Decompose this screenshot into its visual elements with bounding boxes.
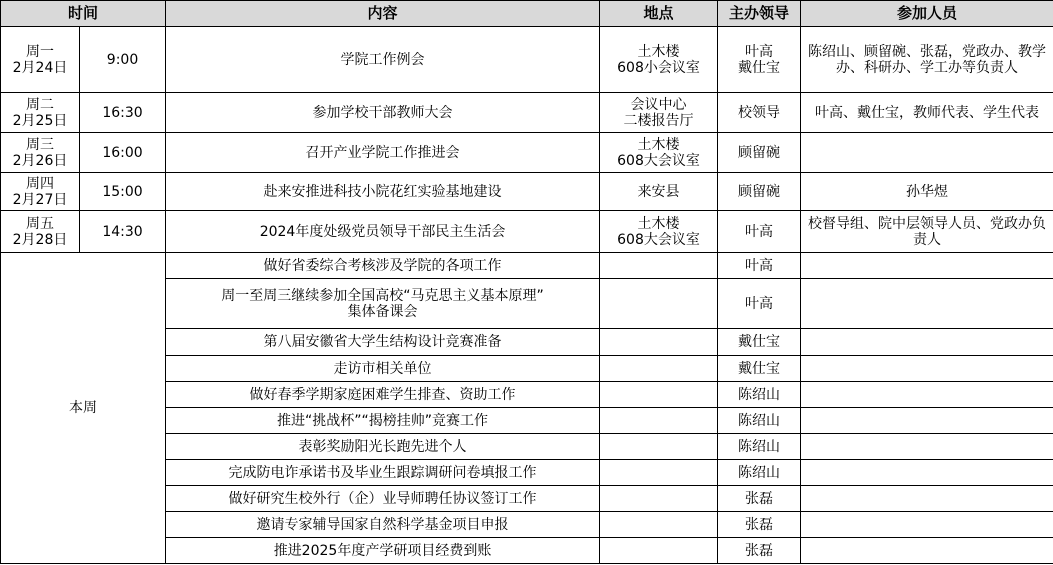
table-row xyxy=(1,211,1053,253)
content-cell: 学院工作例会 xyxy=(166,27,600,93)
location-cell: 来安县 xyxy=(600,173,718,211)
content-cell: 周一至周三继续参加全国高校“马克思主义基本原理” 集体备课会 xyxy=(166,279,600,329)
participants-cell: 陈绍山、顾留碗、张磊，党政办、教学办、科研办、学工办等负责人 xyxy=(801,27,1053,93)
header-location: 地点 xyxy=(600,1,718,27)
header-leader: 主办领导 xyxy=(718,1,801,27)
location-cell xyxy=(600,329,718,356)
time-cell: 9:00 xyxy=(80,27,166,93)
content-cell: 推进2025年度产学研项目经费到账 xyxy=(166,538,600,564)
content-cell: 做好研究生校外行（企）业导师聘任协议签订工作 xyxy=(166,486,600,512)
location-cell xyxy=(600,434,718,460)
content-cell: 召开产业学院工作推进会 xyxy=(166,133,600,173)
leader-cell: 张磊 xyxy=(718,512,801,538)
table-row xyxy=(1,253,1053,279)
day-cell: 周三 2月26日 xyxy=(1,133,80,173)
content-cell: 参加学校干部教师大会 xyxy=(166,93,600,133)
participants-cell xyxy=(801,486,1053,512)
table-row xyxy=(1,133,1053,173)
content-cell: 推进“挑战杯”“揭榜挂帅”竞赛工作 xyxy=(166,408,600,434)
leader-cell: 顾留碗 xyxy=(718,133,801,173)
content-cell: 完成防电诈承诺书及毕业生跟踪调研问卷填报工作 xyxy=(166,460,600,486)
leader-cell: 陈绍山 xyxy=(718,460,801,486)
location-cell: 土木楼 608小会议室 xyxy=(600,27,718,93)
day-cell: 周五 2月28日 xyxy=(1,211,80,253)
location-cell: 土木楼 608大会议室 xyxy=(600,133,718,173)
header-participants: 参加人员 xyxy=(801,1,1053,27)
leader-cell: 顾留碗 xyxy=(718,173,801,211)
participants-cell: 叶高、戴仕宝，教师代表、学生代表 xyxy=(801,93,1053,133)
table-row xyxy=(1,173,1053,211)
location-cell xyxy=(600,408,718,434)
location-cell xyxy=(600,460,718,486)
time-cell: 15:00 xyxy=(80,173,166,211)
participants-cell xyxy=(801,279,1053,329)
participants-cell: 孙华煜 xyxy=(801,173,1053,211)
participants-cell xyxy=(801,382,1053,408)
header-time: 时间 xyxy=(1,1,166,27)
table-row xyxy=(1,27,1053,93)
location-cell xyxy=(600,486,718,512)
leader-cell: 叶高 xyxy=(718,253,801,279)
table-row xyxy=(1,93,1053,133)
location-cell xyxy=(600,538,718,564)
participants-cell xyxy=(801,408,1053,434)
participants-cell xyxy=(801,329,1053,356)
leader-cell: 校领导 xyxy=(718,93,801,133)
content-cell: 做好春季学期家庭困难学生排查、资助工作 xyxy=(166,382,600,408)
content-cell: 第八届安徽省大学生结构设计竞赛准备 xyxy=(166,329,600,356)
location-cell xyxy=(600,356,718,382)
content-cell: 表彰奖励阳光长跑先进个人 xyxy=(166,434,600,460)
participants-cell xyxy=(801,460,1053,486)
leader-cell: 叶高 xyxy=(718,279,801,329)
participants-cell xyxy=(801,538,1053,564)
location-cell xyxy=(600,253,718,279)
content-cell: 走访市相关单位 xyxy=(166,356,600,382)
participants-cell xyxy=(801,133,1053,173)
day-cell: 周二 2月25日 xyxy=(1,93,80,133)
participants-cell xyxy=(801,512,1053,538)
leader-cell: 陈绍山 xyxy=(718,434,801,460)
location-cell xyxy=(600,512,718,538)
header-row xyxy=(1,1,1053,27)
leader-cell: 戴仕宝 xyxy=(718,356,801,382)
leader-cell: 戴仕宝 xyxy=(718,329,801,356)
time-cell: 16:30 xyxy=(80,93,166,133)
participants-cell: 校督导组、院中层领导人员、党政办负责人 xyxy=(801,211,1053,253)
participants-cell xyxy=(801,434,1053,460)
leader-cell: 叶高 xyxy=(718,211,801,253)
participants-cell xyxy=(801,356,1053,382)
time-cell: 16:00 xyxy=(80,133,166,173)
location-cell xyxy=(600,382,718,408)
participants-cell xyxy=(801,253,1053,279)
week-label-cell: 本周 xyxy=(1,253,166,564)
header-content: 内容 xyxy=(166,1,600,27)
leader-cell: 叶高 戴仕宝 xyxy=(718,27,801,93)
content-cell: 邀请专家辅导国家自然科学基金项目申报 xyxy=(166,512,600,538)
time-cell: 14:30 xyxy=(80,211,166,253)
day-cell: 周一 2月24日 xyxy=(1,27,80,93)
leader-cell: 陈绍山 xyxy=(718,408,801,434)
location-cell: 会议中心 二楼报告厅 xyxy=(600,93,718,133)
content-cell: 赴来安推进科技小院花红实验基地建设 xyxy=(166,173,600,211)
day-cell: 周四 2月27日 xyxy=(1,173,80,211)
content-cell: 做好省委综合考核涉及学院的各项工作 xyxy=(166,253,600,279)
location-cell: 土木楼 608大会议室 xyxy=(600,211,718,253)
content-cell: 2024年度处级党员领导干部民主生活会 xyxy=(166,211,600,253)
leader-cell: 张磊 xyxy=(718,486,801,512)
location-cell xyxy=(600,279,718,329)
leader-cell: 陈绍山 xyxy=(718,382,801,408)
leader-cell: 张磊 xyxy=(718,538,801,564)
